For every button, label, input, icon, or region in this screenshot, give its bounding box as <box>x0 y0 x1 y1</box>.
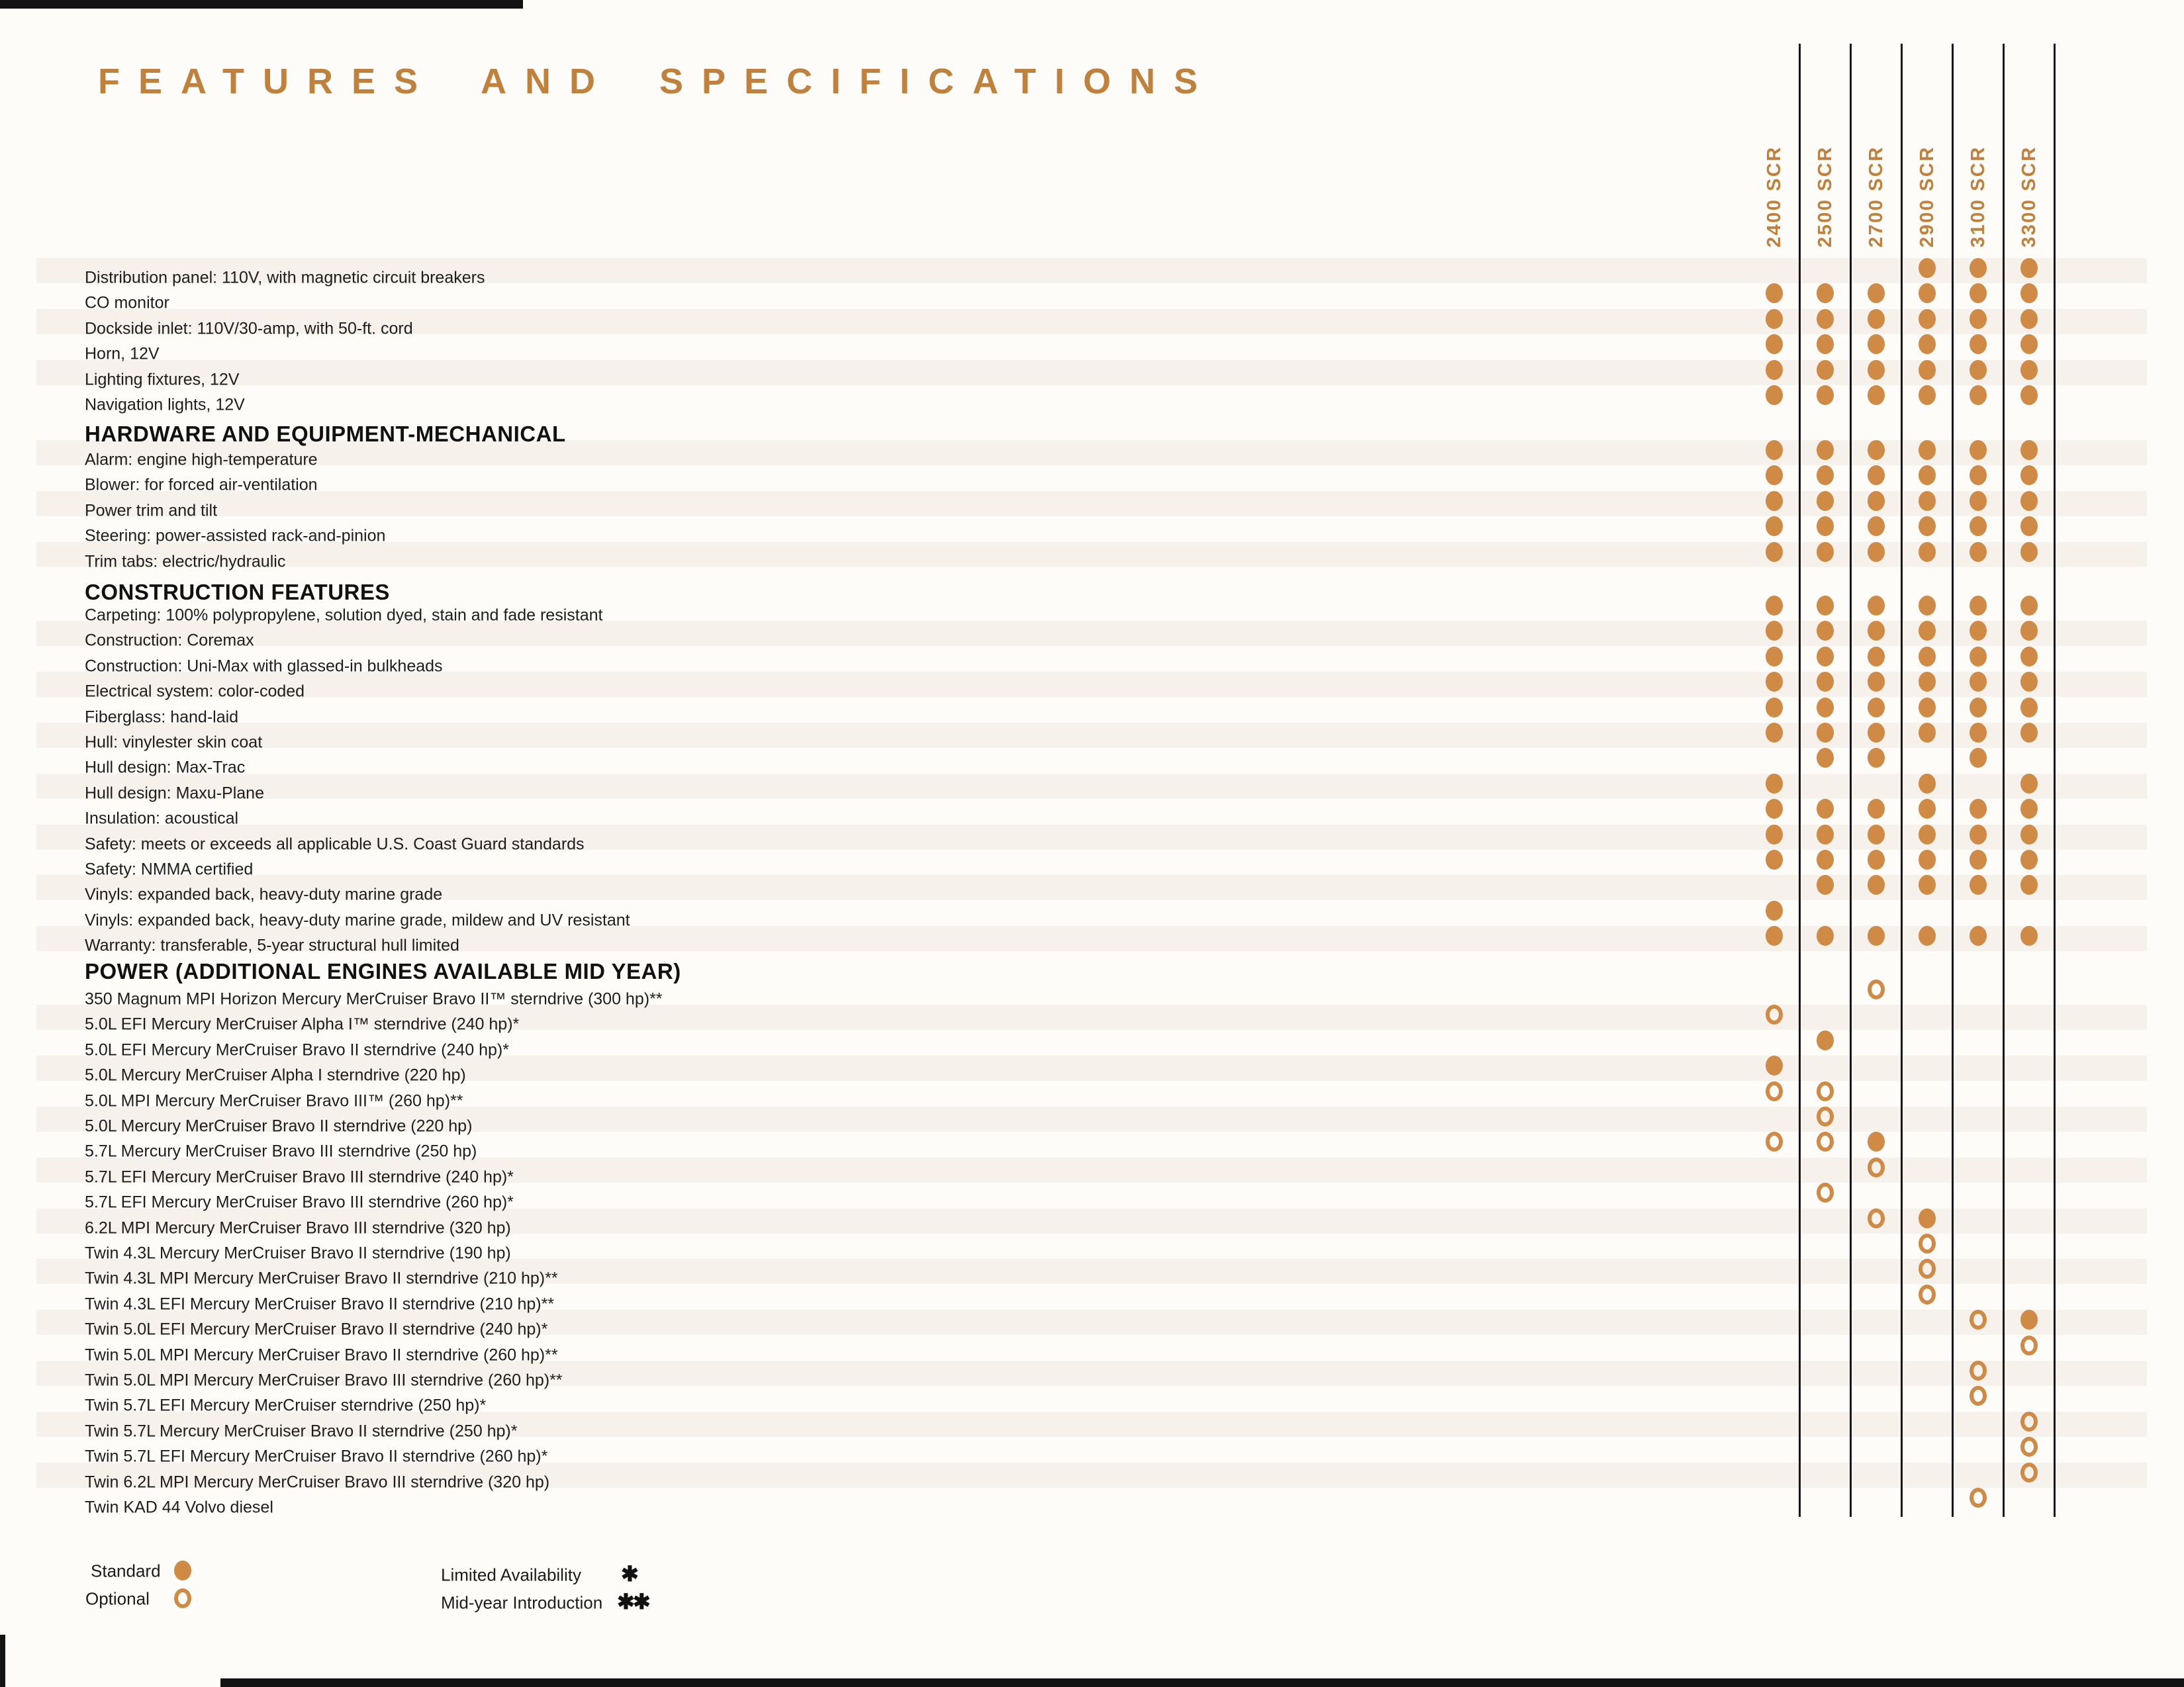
standard-dot-icon <box>1868 1132 1885 1152</box>
standard-dot-icon <box>1970 465 1987 485</box>
legend-midyear-symbol: ✱✱ <box>617 1590 649 1614</box>
standard-dot-icon <box>1868 672 1885 692</box>
standard-dot-icon <box>1817 440 1834 460</box>
standard-dot-icon <box>1766 491 1783 511</box>
standard-dot-icon <box>2020 774 2038 794</box>
standard-dot-icon <box>1766 360 1783 380</box>
feature-label: Twin 5.7L EFI Mercury MerCruiser Bravo II sterndrive (260 hp)* <box>85 1447 548 1466</box>
standard-dot-icon <box>1868 491 1885 511</box>
column-divider-line <box>1952 44 1954 1517</box>
standard-dot-icon <box>1970 647 1987 666</box>
standard-dot-icon <box>1919 672 1936 692</box>
section-header: HARDWARE AND EQUIPMENT-MECHANICAL <box>85 422 566 446</box>
standard-dot-icon <box>1868 385 1885 405</box>
column-divider-line <box>1850 44 1852 1517</box>
feature-label: Lighting fixtures, 12V <box>85 370 240 389</box>
standard-dot-icon <box>1868 542 1885 562</box>
standard-dot-icon <box>1817 542 1834 562</box>
column-header: 2500 SCR <box>1815 146 1836 248</box>
standard-dot-icon <box>1970 596 1987 616</box>
standard-dot-icon <box>1919 774 1936 794</box>
standard-dot-icon <box>2020 516 2038 536</box>
standard-dot-icon <box>1919 596 1936 616</box>
feature-label: Hull: vinylester skin coat <box>85 733 263 752</box>
standard-dot-icon <box>1919 516 1936 536</box>
standard-dot-icon <box>1970 440 1987 460</box>
feature-label: 6.2L MPI Mercury MerCruiser Bravo III sterndrive (320 hp) <box>85 1218 511 1238</box>
standard-dot-icon <box>1817 799 1834 819</box>
standard-dot-icon <box>2020 850 2038 870</box>
optional-circle-icon <box>1970 1386 1987 1406</box>
standard-dot-icon <box>1766 334 1783 354</box>
standard-dot-icon <box>1766 723 1783 743</box>
feature-label: Twin 5.0L MPI Mercury MerCruiser Bravo III sterndrive (260 hp)** <box>85 1371 563 1390</box>
standard-dot-icon <box>2020 440 2038 460</box>
standard-dot-icon <box>1970 283 1987 303</box>
standard-dot-icon <box>1817 334 1834 354</box>
standard-dot-icon <box>1919 385 1936 405</box>
standard-dot-icon <box>2020 647 2038 666</box>
optional-circle-icon <box>1970 1488 1987 1508</box>
standard-dot-icon <box>1919 825 1936 844</box>
optional-circle-icon <box>1919 1234 1936 1254</box>
legend-limited-label: Limited Availability <box>441 1565 581 1585</box>
standard-dot-icon <box>2020 283 2038 303</box>
feature-label: Twin 5.0L EFI Mercury MerCruiser Bravo II sterndrive (240 hp)* <box>85 1320 548 1339</box>
standard-dot-icon <box>2020 491 2038 511</box>
optional-circle-icon <box>1970 1361 1987 1381</box>
legend-limited-symbol: ✱ <box>621 1562 637 1586</box>
standard-dot-icon <box>2020 799 2038 819</box>
standard-dot-icon <box>1766 825 1783 844</box>
standard-dot-icon <box>2020 926 2038 946</box>
feature-label: 5.0L EFI Mercury MerCruiser Bravo II sterndrive (240 hp)* <box>85 1040 509 1060</box>
standard-dot-icon <box>1919 334 1936 354</box>
feature-label: Fiberglass: hand-laid <box>85 707 239 727</box>
legend-standard-dot-icon <box>174 1561 191 1580</box>
standard-dot-icon <box>2020 672 2038 692</box>
feature-label: Blower: for forced air-ventilation <box>85 475 318 494</box>
standard-dot-icon <box>2020 334 2038 354</box>
standard-dot-icon <box>1766 465 1783 485</box>
feature-label: Electrical system: color-coded <box>85 682 305 701</box>
feature-label: 5.0L Mercury MerCruiser Bravo II sterndrive (220 hp) <box>85 1117 473 1136</box>
column-header: 2900 SCR <box>1917 146 1938 248</box>
standard-dot-icon <box>1868 926 1885 946</box>
feature-label: Twin 4.3L MPI Mercury MerCruiser Bravo II sterndrive (210 hp)** <box>85 1269 558 1288</box>
feature-label: Construction: Coremax <box>85 631 254 650</box>
feature-label: Hull design: Max-Trac <box>85 758 246 777</box>
optional-circle-icon <box>1868 1208 1885 1228</box>
standard-dot-icon <box>1817 748 1834 768</box>
standard-dot-icon <box>2020 385 2038 405</box>
standard-dot-icon <box>1766 926 1783 946</box>
standard-dot-icon <box>2020 1310 2038 1330</box>
optional-circle-icon <box>1868 980 1885 999</box>
optional-circle-icon <box>1868 1158 1885 1177</box>
standard-dot-icon <box>1817 850 1834 870</box>
column-header: 2700 SCR <box>1866 146 1887 248</box>
standard-dot-icon <box>2020 825 2038 844</box>
standard-dot-icon <box>1970 748 1987 768</box>
feature-label: Twin 5.7L EFI Mercury MerCruiser sterndrive (250 hp)* <box>85 1396 487 1415</box>
standard-dot-icon <box>1868 748 1885 768</box>
optional-circle-icon <box>1766 1132 1783 1152</box>
standard-dot-icon <box>1817 1030 1834 1050</box>
column-divider-line <box>1799 44 1801 1517</box>
scan-edge-top <box>0 0 523 9</box>
feature-label: Carpeting: 100% polypropylene, solution dyed, stain and fade resistant <box>85 606 603 625</box>
column-header: 2400 SCR <box>1764 146 1785 248</box>
standard-dot-icon <box>2020 465 2038 485</box>
standard-dot-icon <box>1766 596 1783 616</box>
scan-edge-left <box>0 1635 5 1687</box>
standard-dot-icon <box>1868 723 1885 743</box>
standard-dot-icon <box>1919 799 1936 819</box>
legend-optional-circle-icon <box>174 1588 191 1608</box>
standard-dot-icon <box>1817 491 1834 511</box>
standard-dot-icon <box>1766 542 1783 562</box>
feature-label: Twin 6.2L MPI Mercury MerCruiser Bravo III sterndrive (320 hp) <box>85 1473 550 1492</box>
standard-dot-icon <box>1919 647 1936 666</box>
standard-dot-icon <box>1970 825 1987 844</box>
standard-dot-icon <box>1919 283 1936 303</box>
column-divider-line <box>2054 44 2056 1517</box>
standard-dot-icon <box>1766 850 1783 870</box>
standard-dot-icon <box>1817 698 1834 717</box>
standard-dot-icon <box>1766 901 1783 921</box>
page-title: FEATURES AND SPECIFICATIONS <box>98 62 1217 101</box>
standard-dot-icon <box>1919 542 1936 562</box>
standard-dot-icon <box>1766 698 1783 717</box>
section-header: CONSTRUCTION FEATURES <box>85 580 390 604</box>
standard-dot-icon <box>1868 596 1885 616</box>
standard-dot-icon <box>1919 926 1936 946</box>
optional-circle-icon <box>2020 1437 2038 1457</box>
feature-label: Twin 4.3L EFI Mercury MerCruiser Bravo II sterndrive (210 hp)** <box>85 1295 555 1314</box>
standard-dot-icon <box>1970 309 1987 329</box>
standard-dot-icon <box>1766 440 1783 460</box>
standard-dot-icon <box>2020 542 2038 562</box>
feature-label: Navigation lights, 12V <box>85 395 245 414</box>
feature-label: Alarm: engine high-temperature <box>85 450 318 469</box>
standard-dot-icon <box>1817 309 1834 329</box>
column-divider-line <box>1901 44 1903 1517</box>
standard-dot-icon <box>1817 596 1834 616</box>
standard-dot-icon <box>1970 516 1987 536</box>
optional-circle-icon <box>1817 1081 1834 1101</box>
feature-label: Power trim and tilt <box>85 501 218 520</box>
standard-dot-icon <box>1919 465 1936 485</box>
standard-dot-icon <box>1919 850 1936 870</box>
standard-dot-icon <box>1970 258 1987 278</box>
standard-dot-icon <box>1970 723 1987 743</box>
standard-dot-icon <box>1766 516 1783 536</box>
optional-circle-icon <box>1817 1183 1834 1203</box>
standard-dot-icon <box>1766 385 1783 405</box>
feature-label: Twin 5.0L MPI Mercury MerCruiser Bravo II sterndrive (260 hp)** <box>85 1345 558 1365</box>
feature-label: Trim tabs: electric/hydraulic <box>85 552 286 571</box>
feature-label: 5.7L EFI Mercury MerCruiser Bravo III sterndrive (240 hp)* <box>85 1167 514 1187</box>
standard-dot-icon <box>1868 334 1885 354</box>
row-stripe <box>36 774 2147 799</box>
optional-circle-icon <box>1817 1132 1834 1152</box>
standard-dot-icon <box>1868 647 1885 666</box>
feature-label: Warranty: transferable, 5-year structural hull limited <box>85 936 459 955</box>
feature-label: Construction: Uni-Max with glassed-in bulkheads <box>85 657 443 676</box>
standard-dot-icon <box>1868 283 1885 303</box>
feature-label: Insulation: acoustical <box>85 809 239 828</box>
feature-label: Dockside inlet: 110V/30-amp, with 50-ft. cord <box>85 319 413 338</box>
standard-dot-icon <box>1970 698 1987 717</box>
standard-dot-icon <box>1970 850 1987 870</box>
standard-dot-icon <box>1817 647 1834 666</box>
standard-dot-icon <box>1970 799 1987 819</box>
optional-circle-icon <box>1817 1107 1834 1126</box>
feature-label: 5.7L EFI Mercury MerCruiser Bravo III sterndrive (260 hp)* <box>85 1193 514 1212</box>
standard-dot-icon <box>1817 283 1834 303</box>
standard-dot-icon <box>1919 440 1936 460</box>
feature-label: 5.7L Mercury MerCruiser Bravo III sterndrive (250 hp) <box>85 1142 477 1161</box>
column-header: 3100 SCR <box>1968 146 1989 248</box>
standard-dot-icon <box>1919 491 1936 511</box>
standard-dot-icon <box>1868 825 1885 844</box>
standard-dot-icon <box>2020 360 2038 380</box>
optional-circle-icon <box>2020 1463 2038 1482</box>
standard-dot-icon <box>1970 385 1987 405</box>
standard-dot-icon <box>1970 542 1987 562</box>
standard-dot-icon <box>1766 647 1783 666</box>
feature-label: Twin 5.7L Mercury MerCruiser Bravo II sterndrive (250 hp)* <box>85 1422 518 1441</box>
feature-label: 5.0L EFI Mercury MerCruiser Alpha I™ sterndrive (240 hp)* <box>85 1015 520 1034</box>
standard-dot-icon <box>1766 799 1783 819</box>
standard-dot-icon <box>1868 360 1885 380</box>
standard-dot-icon <box>1766 309 1783 329</box>
standard-dot-icon <box>1970 334 1987 354</box>
standard-dot-icon <box>1817 465 1834 485</box>
legend-midyear-label: Mid-year Introduction <box>441 1592 603 1613</box>
standard-dot-icon <box>1868 309 1885 329</box>
standard-dot-icon <box>1919 1208 1936 1228</box>
feature-label: 5.0L Mercury MerCruiser Alpha I sterndrive (220 hp) <box>85 1066 466 1085</box>
standard-dot-icon <box>1868 698 1885 717</box>
standard-dot-icon <box>1817 385 1834 405</box>
standard-dot-icon <box>2020 596 2038 616</box>
standard-dot-icon <box>2020 698 2038 717</box>
standard-dot-icon <box>1970 360 1987 380</box>
feature-label: 5.0L MPI Mercury MerCruiser Bravo III™ (260 hp)** <box>85 1091 463 1111</box>
feature-label: Steering: power-assisted rack-and-pinion <box>85 526 386 545</box>
standard-dot-icon <box>1817 723 1834 743</box>
standard-dot-icon <box>1970 672 1987 692</box>
standard-dot-icon <box>1817 672 1834 692</box>
feature-label: Twin 4.3L Mercury MerCruiser Bravo II sterndrive (190 hp) <box>85 1244 511 1263</box>
standard-dot-icon <box>1817 516 1834 536</box>
standard-dot-icon <box>1919 698 1936 717</box>
standard-dot-icon <box>1970 926 1987 946</box>
column-divider-line <box>2003 44 2005 1517</box>
standard-dot-icon <box>1817 926 1834 946</box>
standard-dot-icon <box>2020 258 2038 278</box>
standard-dot-icon <box>1868 440 1885 460</box>
section-header: POWER (ADDITIONAL ENGINES AVAILABLE MID YEAR) <box>85 959 681 983</box>
standard-dot-icon <box>1766 283 1783 303</box>
optional-circle-icon <box>1919 1285 1936 1304</box>
standard-dot-icon <box>1919 723 1936 743</box>
feature-label: Vinyls: expanded back, heavy-duty marine grade, mildew and UV resistant <box>85 911 630 930</box>
feature-label: CO monitor <box>85 293 169 312</box>
optional-circle-icon <box>2020 1336 2038 1355</box>
standard-dot-icon <box>1868 799 1885 819</box>
standard-dot-icon <box>1919 258 1936 278</box>
feature-label: Safety: meets or exceeds all applicable U.S. Coast Guard standards <box>85 835 585 854</box>
standard-dot-icon <box>1868 465 1885 485</box>
standard-dot-icon <box>1868 850 1885 870</box>
optional-circle-icon <box>2020 1412 2038 1432</box>
feature-label: Hull design: Maxu-Plane <box>85 784 264 803</box>
scan-edge-bottom <box>220 1678 2184 1687</box>
standard-dot-icon <box>1970 491 1987 511</box>
standard-dot-icon <box>1766 1056 1783 1075</box>
feature-label: Twin KAD 44 Volvo diesel <box>85 1498 273 1517</box>
column-header: 3300 SCR <box>2018 146 2040 248</box>
optional-circle-icon <box>1970 1310 1987 1330</box>
feature-label: 350 Magnum MPI Horizon Mercury MerCruiser Bravo II™ sterndrive (300 hp)** <box>85 989 663 1009</box>
standard-dot-icon <box>1817 825 1834 844</box>
standard-dot-icon <box>1766 774 1783 794</box>
standard-dot-icon <box>1868 516 1885 536</box>
standard-dot-icon <box>1919 309 1936 329</box>
optional-circle-icon <box>1766 1081 1783 1101</box>
legend-optional-label: Optional <box>85 1588 150 1609</box>
standard-dot-icon <box>1919 360 1936 380</box>
feature-label: Horn, 12V <box>85 344 160 363</box>
standard-dot-icon <box>1766 672 1783 692</box>
legend-standard-label: Standard <box>91 1561 161 1581</box>
standard-dot-icon <box>2020 309 2038 329</box>
feature-label: Distribution panel: 110V, with magnetic circuit breakers <box>85 268 485 287</box>
standard-dot-icon <box>1817 360 1834 380</box>
feature-label: Safety: NMMA certified <box>85 860 254 879</box>
feature-label: Vinyls: expanded back, heavy-duty marine grade <box>85 885 443 904</box>
standard-dot-icon <box>2020 723 2038 743</box>
